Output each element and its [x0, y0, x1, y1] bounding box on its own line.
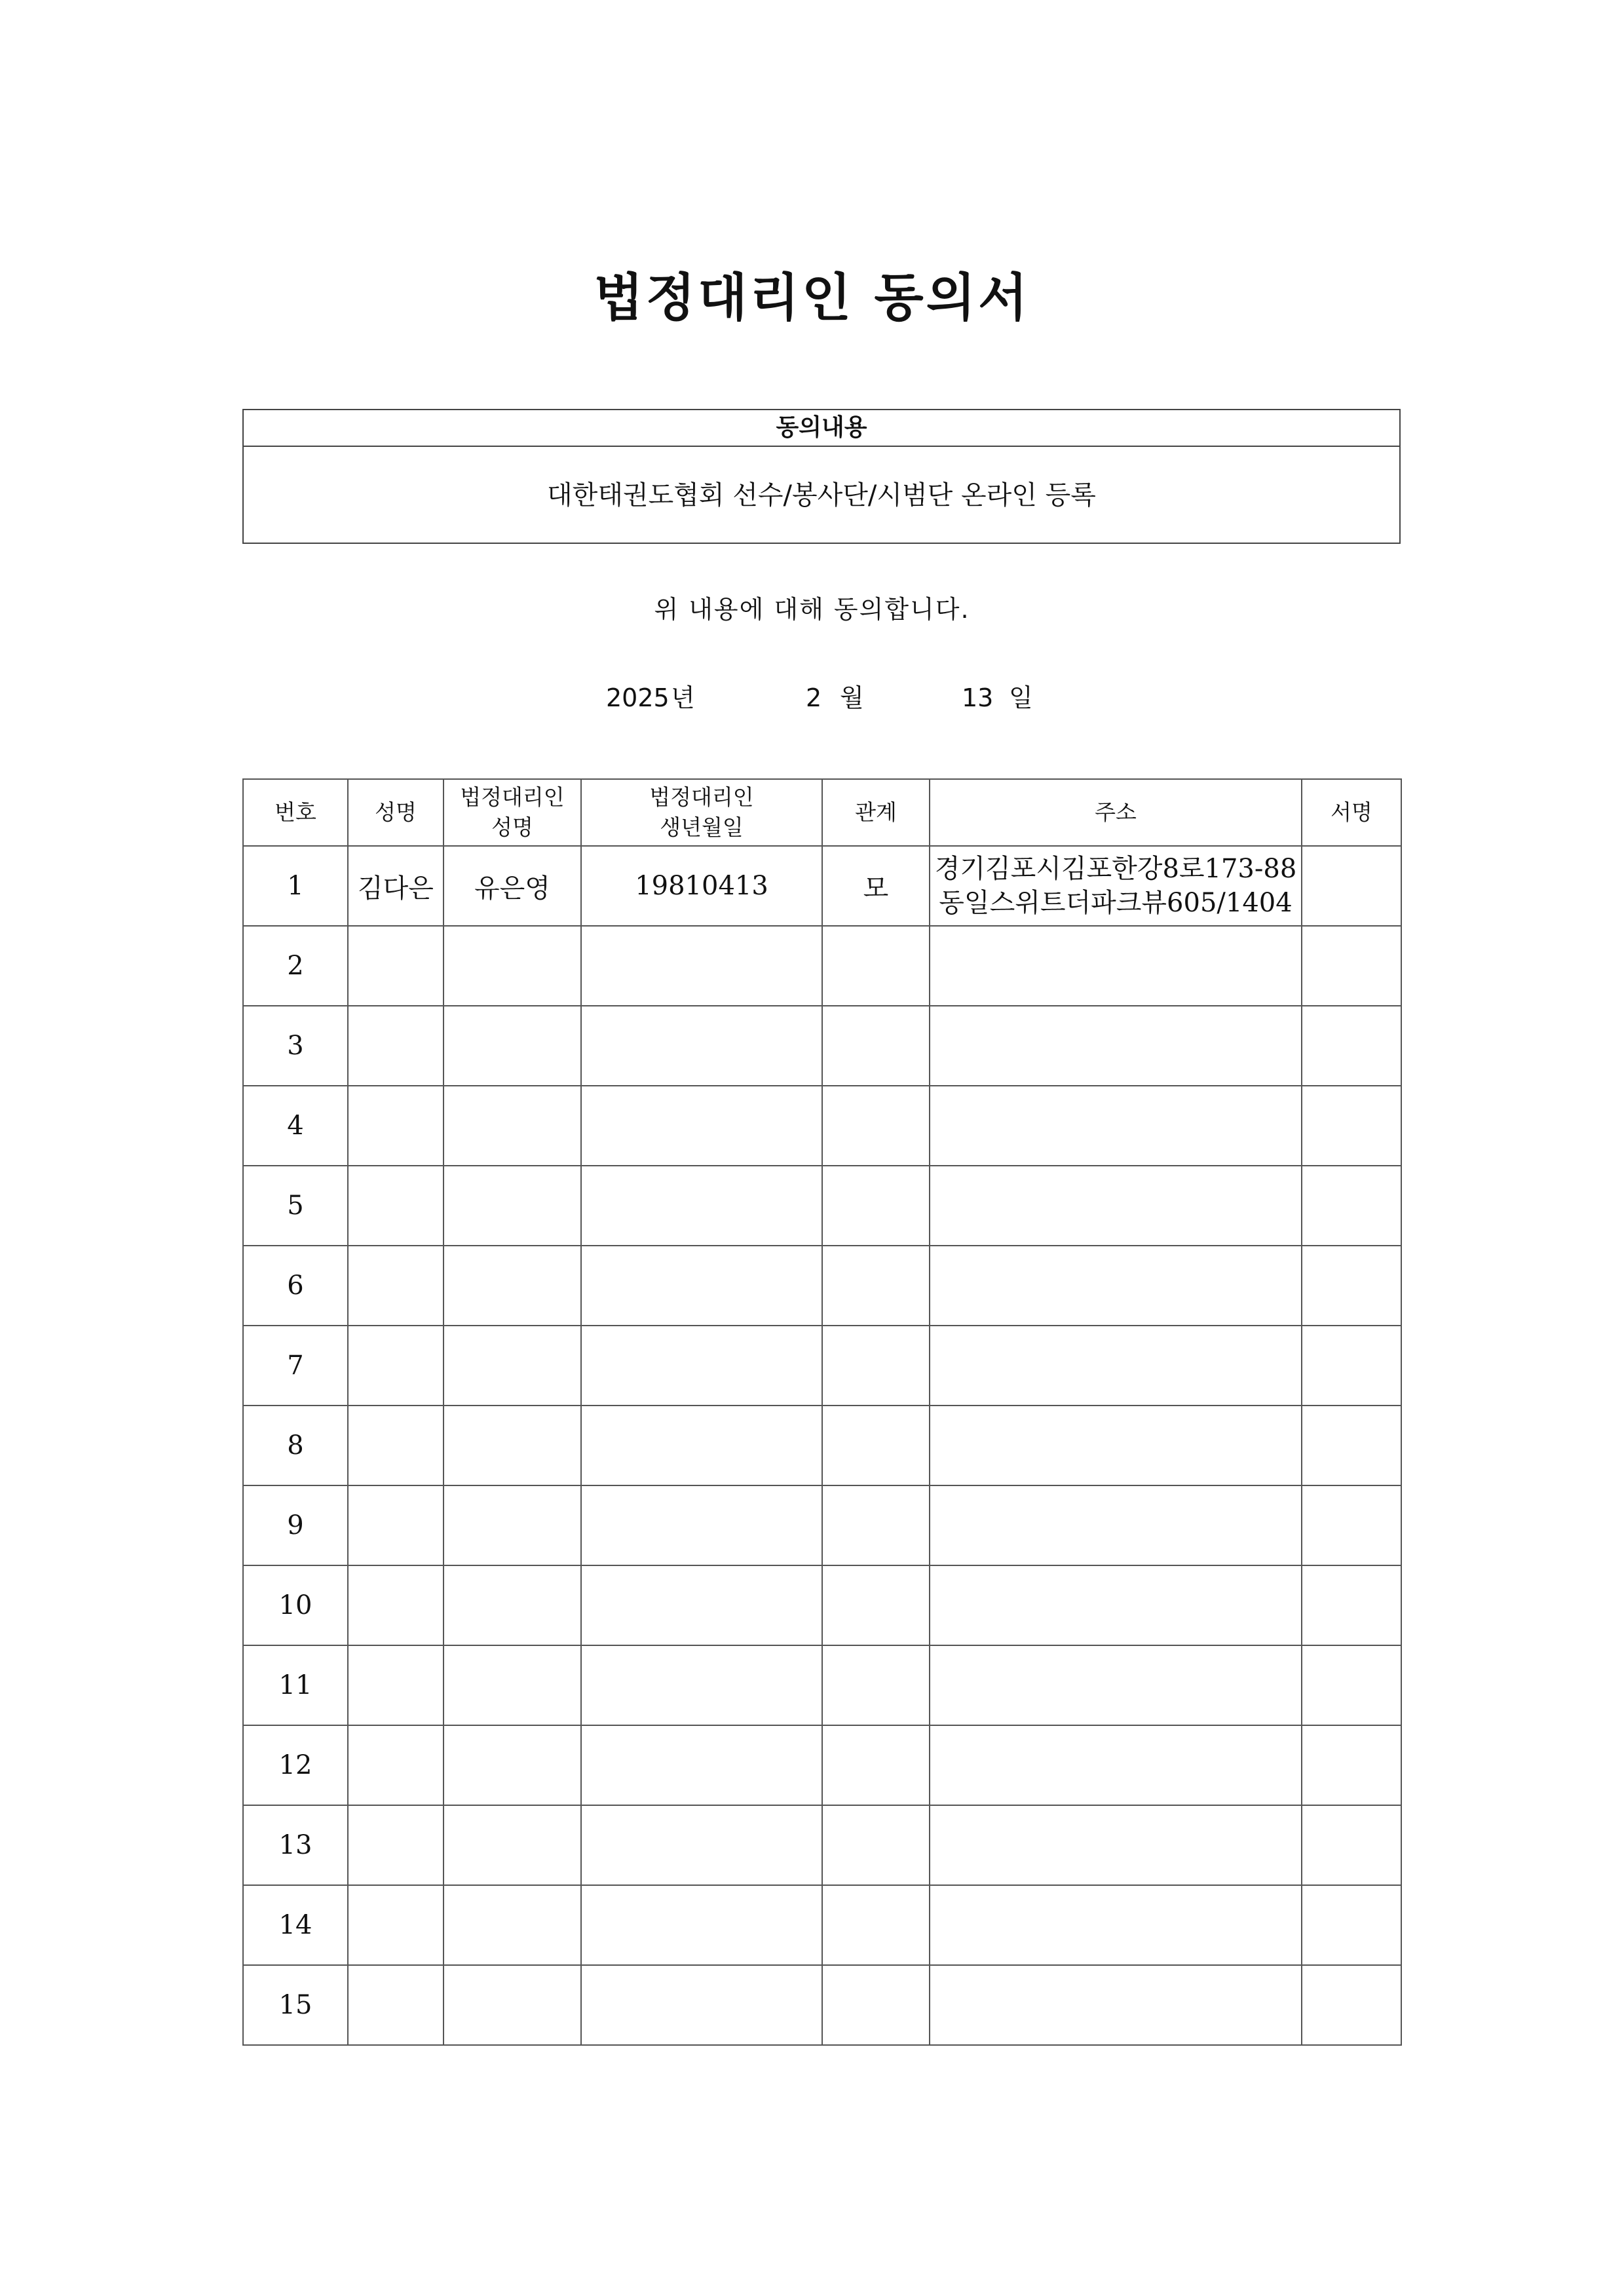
- cell-address: [930, 1086, 1302, 1166]
- cell-relation: [822, 1485, 930, 1565]
- date-year-unit: 년: [671, 683, 695, 712]
- cell-signature: [1302, 1965, 1401, 2045]
- cell-name: [348, 1006, 444, 1086]
- address-line1: 경기김포시김포한강8로173-88: [934, 854, 1297, 884]
- consent-content: 대한태권도협회 선수/봉사단/시범단 온라인 등록: [547, 480, 1096, 510]
- cell-number: 5: [243, 1166, 348, 1246]
- cell-signature: [1302, 1246, 1401, 1326]
- table-row: [243, 1965, 1401, 2045]
- cell-rep-name: [444, 1565, 581, 1645]
- cell-relation: [822, 1885, 930, 1965]
- cell-rep-name: [444, 1086, 581, 1166]
- table-row: [243, 1406, 1401, 1485]
- cell-address: [930, 1006, 1302, 1086]
- header-rep-birth-line1: 법정대리인: [649, 784, 754, 810]
- date-month: 2: [806, 683, 822, 712]
- cell-rep-name: [444, 1645, 581, 1725]
- cell-rep-name: [444, 926, 581, 1006]
- header-relation: 관계: [822, 779, 930, 846]
- cell-relation: [822, 1645, 930, 1725]
- date-day-unit: 일: [1009, 683, 1033, 712]
- cell-rep-birth: [581, 1326, 822, 1406]
- cell-rep-birth: [581, 926, 822, 1006]
- header-rep-name-line1: 법정대리인: [460, 784, 565, 810]
- cell-rep-name: [444, 1246, 581, 1326]
- cell-number: 12: [243, 1725, 348, 1805]
- cell-signature: [1302, 1166, 1401, 1246]
- table-header-row: [243, 779, 1401, 846]
- cell-signature: [1302, 1805, 1401, 1885]
- cell-relation: [822, 926, 930, 1006]
- cell-number: 7: [243, 1326, 348, 1406]
- table-row: [243, 1805, 1401, 1885]
- cell-signature: [1302, 1006, 1401, 1086]
- cell-name: [348, 1166, 444, 1246]
- cell-number: 3: [243, 1006, 348, 1086]
- cell-name: [348, 1406, 444, 1485]
- cell-rep-birth: [581, 1406, 822, 1485]
- header-rep-birth-line2: 생년월일: [660, 814, 744, 840]
- cell-rep-birth: [581, 1965, 822, 2045]
- cell-rep-name: [444, 1006, 581, 1086]
- representative-table: [242, 778, 1402, 2046]
- cell-rep-birth: [581, 1885, 822, 1965]
- cell-rep-birth: [581, 1645, 822, 1725]
- table-row: [243, 1166, 1401, 1246]
- cell-address: [930, 1725, 1302, 1805]
- table-row: [243, 1565, 1401, 1645]
- consent-header: 동의내용: [244, 410, 1399, 447]
- cell-number: 2: [243, 926, 348, 1006]
- cell-address: [930, 1565, 1302, 1645]
- table-row: [243, 926, 1401, 1006]
- cell-rep-name: [444, 1885, 581, 1965]
- cell-relation: [822, 1805, 930, 1885]
- cell-number: 8: [243, 1406, 348, 1485]
- cell-name: [348, 1805, 444, 1885]
- cell-number: 9: [243, 1485, 348, 1565]
- cell-signature: [1302, 1086, 1401, 1166]
- cell-relation: [822, 1725, 930, 1805]
- header-name: 성명: [348, 779, 444, 846]
- cell-rep-name: [444, 1406, 581, 1485]
- cell-rep-name: [444, 1725, 581, 1805]
- cell-number: 1: [243, 846, 348, 926]
- cell-signature: [1302, 846, 1401, 926]
- cell-address: [930, 1326, 1302, 1406]
- header-rep-name: [444, 779, 581, 846]
- cell-rep-name: [444, 1485, 581, 1565]
- cell-address: [930, 1246, 1302, 1326]
- cell-signature: [1302, 1645, 1401, 1725]
- table-row: [243, 1485, 1401, 1565]
- cell-relation: [822, 1326, 930, 1406]
- table-row: [243, 1885, 1401, 1965]
- cell-rep-birth: [581, 1485, 822, 1565]
- cell-address: [930, 1885, 1302, 1965]
- cell-signature: [1302, 1885, 1401, 1965]
- cell-relation: [822, 1166, 930, 1246]
- cell-rep-name: [444, 1965, 581, 2045]
- cell-rep-birth: [581, 1006, 822, 1086]
- cell-address: [930, 1965, 1302, 2045]
- cell-name: [348, 1885, 444, 1965]
- cell-address: [930, 1485, 1302, 1565]
- cell-number: 11: [243, 1645, 348, 1725]
- cell-name: 김다은: [348, 846, 444, 926]
- header-rep-name-line2: 성명: [491, 814, 533, 840]
- cell-address: [930, 846, 1302, 926]
- date-month-unit: 월: [840, 683, 864, 712]
- cell-address: [930, 1406, 1302, 1485]
- cell-relation: 모: [822, 846, 930, 926]
- cell-address: [930, 1166, 1302, 1246]
- cell-number: 14: [243, 1885, 348, 1965]
- table-row: [243, 1725, 1401, 1805]
- cell-rep-birth: [581, 1166, 822, 1246]
- header-signature: 서명: [1302, 779, 1401, 846]
- cell-number: 15: [243, 1965, 348, 2045]
- cell-number: 4: [243, 1086, 348, 1166]
- cell-number: 6: [243, 1246, 348, 1326]
- table-row: [243, 846, 1401, 926]
- cell-relation: [822, 1965, 930, 2045]
- table-row: [243, 1326, 1401, 1406]
- agreement-text: 위 내용에 대해 동의합니다.: [654, 595, 970, 624]
- cell-address: [930, 1805, 1302, 1885]
- cell-rep-name: [444, 1805, 581, 1885]
- cell-rep-birth: [581, 1725, 822, 1805]
- cell-number: 10: [243, 1565, 348, 1645]
- table-body: [243, 846, 1401, 2045]
- table-row: [243, 1645, 1401, 1725]
- header-rep-birth: [581, 779, 822, 846]
- cell-rep-birth: 19810413: [581, 846, 822, 926]
- cell-rep-name: [444, 1326, 581, 1406]
- cell-name: [348, 1485, 444, 1565]
- cell-signature: [1302, 926, 1401, 1006]
- cell-rep-birth: [581, 1246, 822, 1326]
- cell-name: [348, 1725, 444, 1805]
- cell-rep-birth: [581, 1086, 822, 1166]
- cell-rep-name: 유은영: [444, 846, 581, 926]
- table-row: [243, 1246, 1401, 1326]
- cell-name: [348, 1565, 444, 1645]
- header-number: 번호: [243, 779, 348, 846]
- header-address: 주소: [930, 779, 1302, 846]
- cell-rep-birth: [581, 1805, 822, 1885]
- cell-signature: [1302, 1565, 1401, 1645]
- cell-signature: [1302, 1725, 1401, 1805]
- cell-signature: [1302, 1326, 1401, 1406]
- cell-name: [348, 1965, 444, 2045]
- cell-signature: [1302, 1406, 1401, 1485]
- cell-number: 13: [243, 1805, 348, 1885]
- address-line2: 동일스위트더파크뷰605/1404: [939, 888, 1293, 918]
- table-row: [243, 1006, 1401, 1086]
- consent-box: [242, 409, 1401, 544]
- page-title: 법정대리인 동의서: [594, 269, 1030, 328]
- cell-relation: [822, 1565, 930, 1645]
- cell-signature: [1302, 1485, 1401, 1565]
- cell-relation: [822, 1406, 930, 1485]
- cell-name: [348, 1326, 444, 1406]
- cell-relation: [822, 1086, 930, 1166]
- date-day: 13: [962, 683, 994, 712]
- cell-name: [348, 926, 444, 1006]
- cell-relation: [822, 1246, 930, 1326]
- cell-name: [348, 1246, 444, 1326]
- cell-relation: [822, 1006, 930, 1086]
- date-year: 2025: [606, 683, 670, 712]
- cell-rep-name: [444, 1166, 581, 1246]
- cell-address: [930, 1645, 1302, 1725]
- cell-name: [348, 1645, 444, 1725]
- table-row: [243, 1086, 1401, 1166]
- cell-address: [930, 926, 1302, 1006]
- cell-name: [348, 1086, 444, 1166]
- cell-rep-birth: [581, 1565, 822, 1645]
